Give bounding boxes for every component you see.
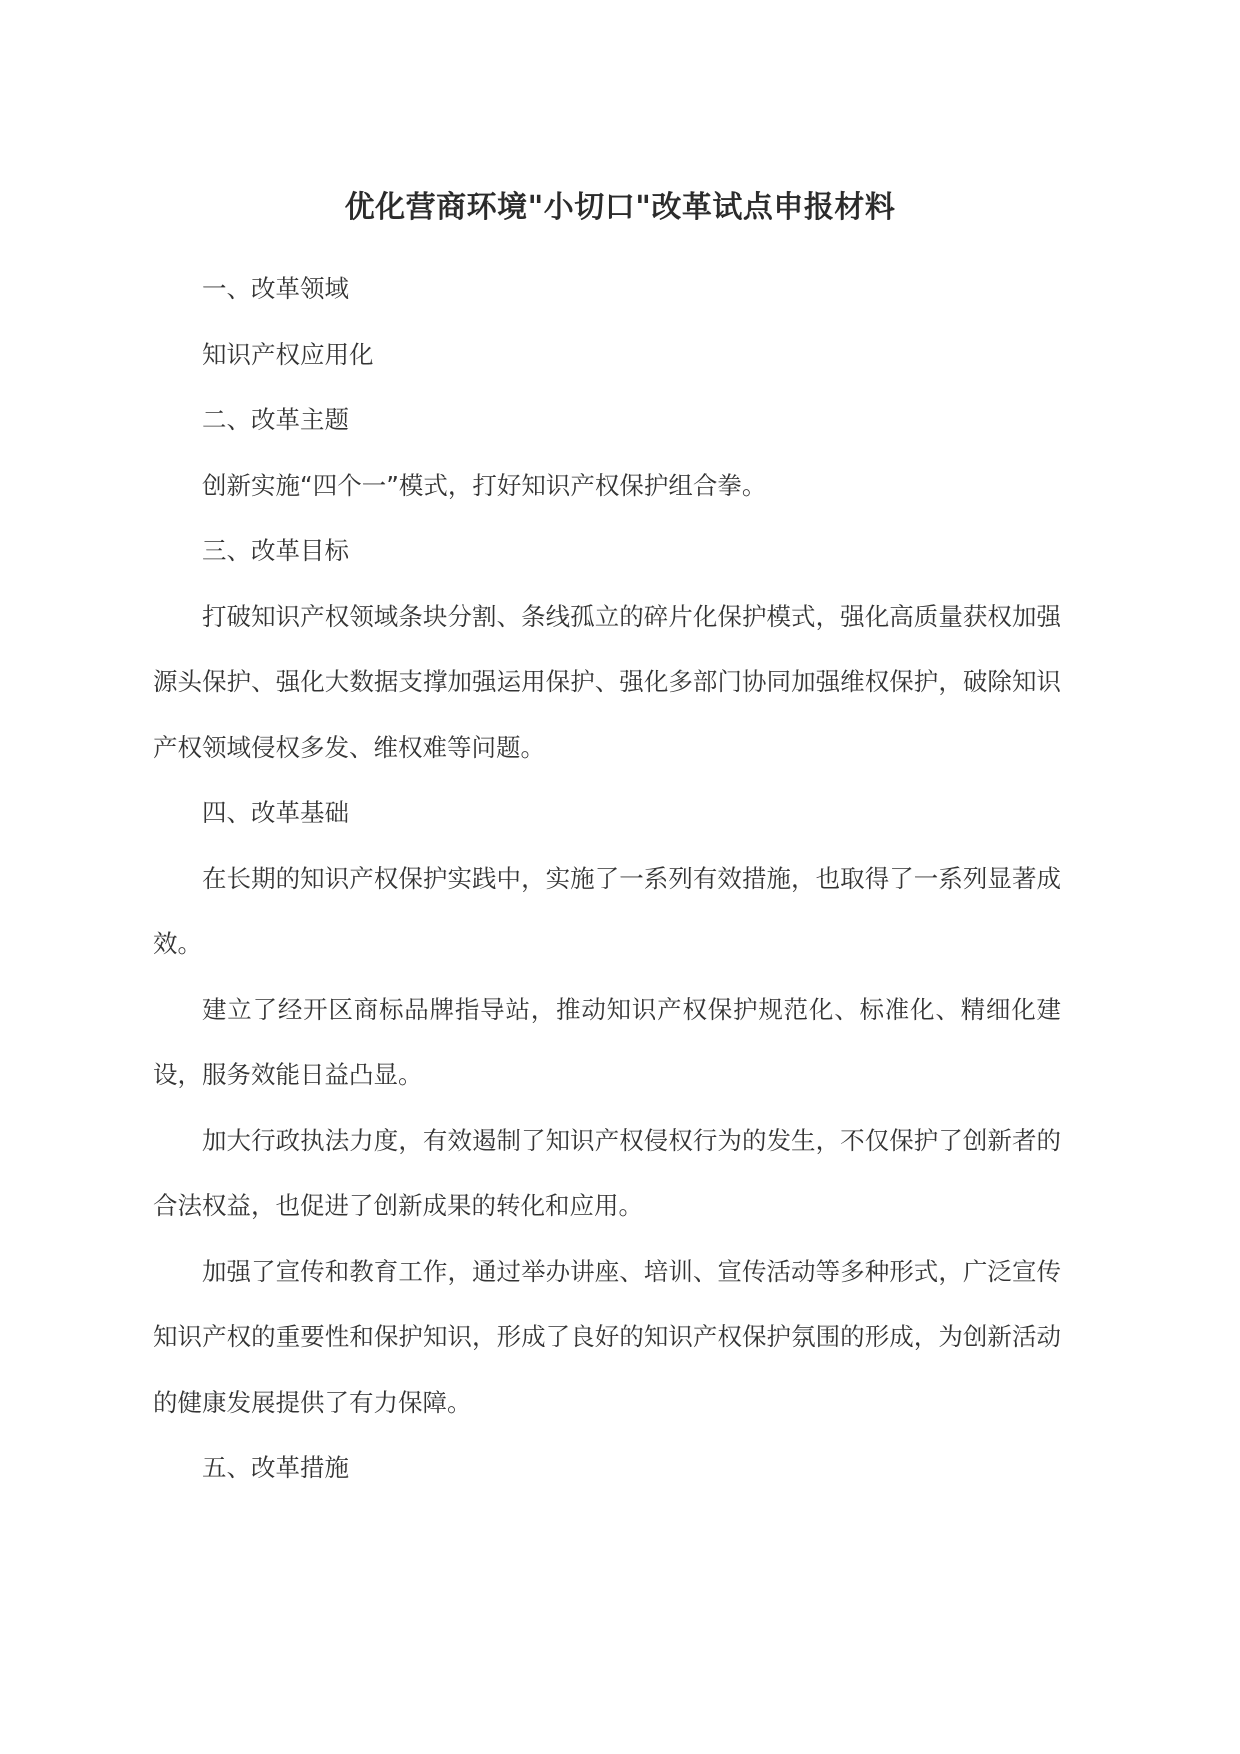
paragraph: 加强了宣传和教育工作，通过举办讲座、培训、宣传活动等多种形式，广泛宣传知识产权的重要性和保护知识，形成了良好的知识产权保护氛围的形成，为创新活动的健康发展提供了有力保障。 xyxy=(153,1256,1061,1417)
document-body xyxy=(153,256,1061,1501)
section-heading-3: 三、改革目标 xyxy=(202,536,349,565)
paragraph: 加大行政执法力度，有效遏制了知识产权侵权行为的发生，不仅保护了创新者的合法权益，也促进了创新成果的转化和应用。 xyxy=(153,1125,1061,1220)
section-heading-2: 二、改革主题 xyxy=(202,405,349,434)
paragraph: 建立了经开区商标品牌指导站，推动知识产权保护规范化、标准化、精细化建设，服务效能日益凸显。 xyxy=(153,994,1061,1089)
document-title: 优化营商环境"小切口"改革试点申报材料 xyxy=(344,190,896,225)
paragraph: 在长期的知识产权保护实践中，实施了一系列有效措施，也取得了一系列显著成效。 xyxy=(153,863,1061,958)
section-heading-1: 一、改革领域 xyxy=(202,274,349,303)
section-heading-4: 四、改革基础 xyxy=(202,798,349,827)
paragraph: 创新实施“四个一”模式，打好知识产权保护组合拳。 xyxy=(202,470,767,500)
paragraph: 打破知识产权领域条块分割、条线孤立的碎片化保护模式，强化高质量获权加强源头保护、强化大数据支撑加强运用保护、强化多部门协同加强维权保护，破除知识产权领域侵权多发、维权难等问题。 xyxy=(153,601,1061,762)
paragraph: 知识产权应用化 xyxy=(202,339,374,369)
section-heading-5: 五、改革措施 xyxy=(202,1453,349,1482)
